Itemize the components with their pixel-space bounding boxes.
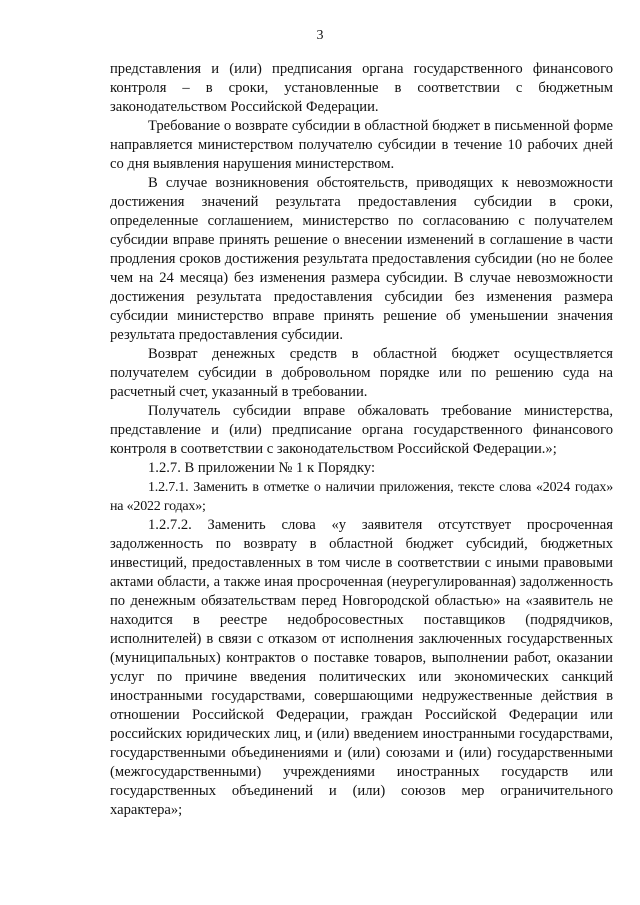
- item-1-2-7-1: 1.2.7.1. Заменить в отметке о наличии приложения, тексте слова «2024 годах» на «2022 годах»;: [110, 480, 613, 514]
- document-body: [110, 60, 613, 820]
- paragraph-continuation: представления и (или) предписания органа государственного финансового контроля – в сроки, установленные в соответствии с бюджетным законодательством Российской Федерации.: [110, 61, 613, 115]
- item-1-2-7-2: 1.2.7.2. Заменить слова «у заявителя отсутствует просроченная задолженность по возврату в областной бюджет субсидий, бюджетных инвестиций, предоставленных в том числе в соответствии с иными правовыми актами области, а также иная просроченная (неурегулированная) задолженность по денежным обязательствам перед Новгородской областью» на «заявитель не находится в реестре недобросовестных поставщиков (подрядчиков, исполнителей) в связи с отказом от исполнения заключенных государственных (муниципальных) контрактов о поставке товаров, выполнении работ, оказании услуг по причине введения политических или экономических санкций иностранными государствами, совершающими недружественные действия в отношении Российской Федерации, граждан Российской Федерации или российских юридических лиц, и (или) введением иностранными государствами, государственными объединениями и (или) союзами и (или) государственными (межгосударственными) учреждениями иностранных государств или государственных объединений и (или) союзов мер ограничительного характера»;: [110, 517, 613, 818]
- paragraph-circumstances: В случае возникновения обстоятельств, приводящих к невозможности достижения значений результата предоставления субсидии в сроки, определенные соглашением, министерство по согласованию с получателем субсидии вправе принять решение о внесении изменений в соглашение в части продления сроков достижения результата предоставления субсидии (но не более чем на 24 месяца) без изменения размера субсидии. В случае невозможности достижения результата предоставления субсидии без изменения размера субсидии министерство вправе принять решение об уменьшении значения результата предоставления субсидии.: [110, 175, 613, 343]
- item-1-2-7: 1.2.7. В приложении № 1 к Порядку:: [148, 460, 376, 476]
- paragraph-return-requirement: Требование о возврате субсидии в областной бюджет в письменной форме направляется министерством получателю субсидии в течение 10 рабочих дней со дня выявления нарушения министерством.: [110, 118, 613, 172]
- page-number: 3: [316, 28, 324, 43]
- paragraph-appeal: Получатель субсидии вправе обжаловать требование министерства, представление и (или) предписание органа государственного финансового контроля в соответствии с законодательством Российской Федерации.»;: [110, 403, 613, 457]
- paragraph-funds-return: Возврат денежных средств в областной бюджет осуществляется получателем субсидии в добровольном порядке или по решению суда на расчетный счет, указанный в требовании.: [110, 346, 613, 400]
